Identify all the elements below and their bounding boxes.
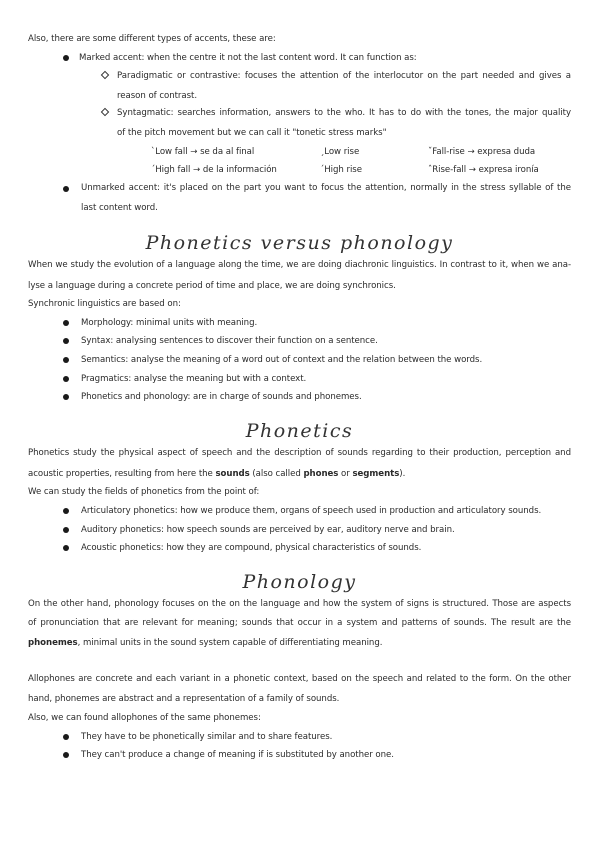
allophones-line-2: hand, phonemes are abstract and a representation of a family of sounds. bbox=[28, 694, 340, 704]
syntagmatic-line-2: of the pitch movement but we can call it "tonetic stress marks" bbox=[117, 128, 387, 138]
bullet-icon bbox=[63, 55, 69, 61]
bullet-icon bbox=[63, 357, 69, 363]
marked-accent-text: Marked accent: when the centre it not the last content word. It can function as: bbox=[79, 53, 417, 63]
phonetics-fields-text: We can study the fields of phonetics from the point of: bbox=[28, 487, 260, 497]
synchronic-text: Synchronic linguistics are based on: bbox=[28, 299, 181, 309]
phonology-line-3: phonemes, minimal units in the sound system capable of differentiating meaning. bbox=[28, 638, 383, 648]
bullet-icon bbox=[63, 394, 69, 400]
bullet-icon bbox=[63, 752, 69, 758]
list-item-semantics: Semantics: analyse the meaning of a word out of context and the relation between the words. bbox=[81, 355, 483, 365]
unmarked-line-1: Unmarked accent: it's placed on the part you want to focus the attention, normally in the stress syllable of the bbox=[81, 183, 571, 193]
list-item-syntax: Syntax: analysing sentences to discover their function on a sentence. bbox=[81, 336, 378, 346]
tone-high-rise: ˊHigh rise bbox=[320, 165, 362, 175]
tone-fall-rise: ˇFall-rise → expresa duda bbox=[428, 147, 536, 157]
paradigmatic-line-2: reason of contrast. bbox=[117, 91, 198, 101]
diamond-bullet-icon bbox=[101, 71, 109, 79]
syntagmatic-line-1: Syntagmatic: searches information, answers to the who. It has to do with the tones, the major quality bbox=[117, 108, 571, 118]
allophones-line-1: Allophones are concrete and each variant in a phonetic context, based on the speech and related to the form. On the other bbox=[28, 674, 571, 684]
bullet-icon bbox=[63, 545, 69, 551]
diachronic-line-2: lyse a language during a concrete period of time and place, we are doing synchronics. bbox=[28, 281, 396, 291]
phonology-line-1: On the other hand, phonology focuses on the on the language and how the system of signs is structured. Those are aspects bbox=[28, 599, 571, 609]
diamond-bullet-icon bbox=[101, 108, 109, 116]
list-item-no-meaning-change: They can't produce a change of meaning if is substituted by another one. bbox=[81, 750, 394, 760]
list-item-phonetically-similar: They have to be phonetically similar and to share features. bbox=[81, 732, 333, 742]
bullet-icon bbox=[63, 186, 69, 192]
list-item-phonetics-phonology: Phonetics and phonology: are in charge of sounds and phonemes. bbox=[81, 392, 362, 402]
list-item-pragmatics: Pragmatics: analyse the meaning but with a context. bbox=[81, 374, 307, 384]
list-item-articulatory: Articulatory phonetics: how we produce them, organs of speech used in production and articulatory sounds. bbox=[81, 506, 542, 516]
bullet-icon bbox=[63, 320, 69, 326]
bullet-icon bbox=[63, 527, 69, 533]
phonology-line-2: of pronunciation that are relevant for meaning; sounds that occur in a system and patterns of sounds. The result are the bbox=[28, 618, 571, 628]
bullet-icon bbox=[63, 376, 69, 382]
heading-phonetics: Phonetics bbox=[245, 420, 354, 442]
phonetics-line-2: acoustic properties, resulting from here the sounds (also called phones or segments). bbox=[28, 469, 406, 479]
allophones-intro: Also, we can found allophones of the same phonemes: bbox=[28, 713, 261, 723]
list-item-morphology: Morphology: minimal units with meaning. bbox=[81, 318, 258, 328]
bullet-icon bbox=[63, 508, 69, 514]
unmarked-line-2: last content word. bbox=[81, 203, 158, 213]
bullet-icon bbox=[63, 734, 69, 740]
tone-high-fall: ˊHigh fall → de la información bbox=[151, 165, 277, 175]
list-item-auditory: Auditory phonetics: how speech sounds are perceived by ear, auditory nerve and brain. bbox=[81, 525, 455, 535]
heading-phonology: Phonology bbox=[242, 571, 357, 593]
tone-low-fall: ˋLow fall → se da al final bbox=[151, 147, 255, 157]
list-item-acoustic: Acoustic phonetics: how they are compound, physical characteristics of sounds. bbox=[81, 543, 422, 553]
phonetics-line-1: Phonetics study the physical aspect of speech and the description of sounds regarding to their production, perception and bbox=[28, 448, 571, 458]
bullet-icon bbox=[63, 338, 69, 344]
paradigmatic-line-1: Paradigmatic or contrastive: focuses the attention of the interlocutor on the part needed and gives a bbox=[117, 71, 571, 81]
heading-phonetics-vs-phonology: Phonetics versus phonology bbox=[145, 232, 454, 254]
tone-low-rise: ˏLow rise bbox=[320, 147, 360, 157]
intro-text: Also, there are some different types of accents, these are: bbox=[28, 34, 276, 44]
diachronic-line-1: When we study the evolution of a language along the time, we are doing diachronic linguistics. In contrast to it, when we ana- bbox=[28, 260, 571, 270]
tone-rise-fall: ˆRise-fall → expresa ironía bbox=[428, 165, 539, 175]
